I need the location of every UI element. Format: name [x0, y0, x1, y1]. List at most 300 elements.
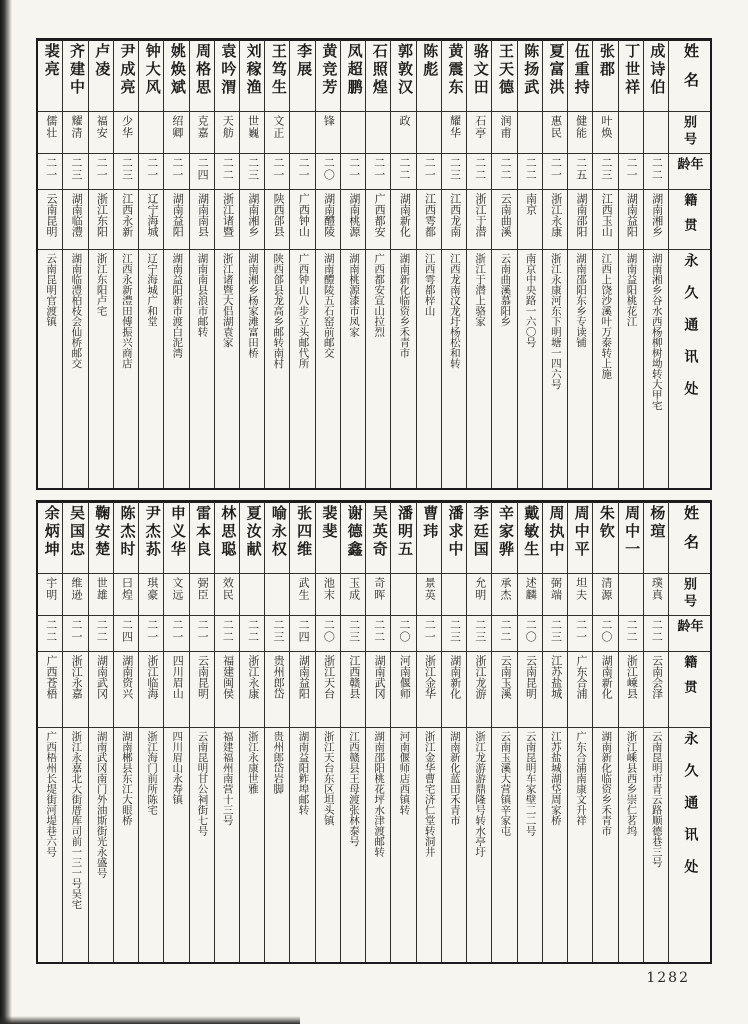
- alias-cell: [619, 112, 643, 154]
- name-cell-text: 丁世祥: [623, 43, 640, 97]
- native-cell: [417, 652, 441, 728]
- native-cell-text: 江西雩都: [423, 193, 436, 237]
- native-cell-text: 江西玉山: [600, 193, 613, 237]
- person-column: [416, 502, 441, 962]
- age-cell: [442, 154, 466, 190]
- alias-cell-text: 绍卿: [170, 115, 183, 139]
- alias-cell-text: 池末: [322, 577, 335, 601]
- name-cell: [164, 502, 188, 574]
- age-cell-text: 二一: [549, 157, 562, 181]
- person-column: [239, 502, 264, 962]
- person-column: [113, 40, 138, 488]
- alias-cell: [89, 574, 113, 616]
- name-cell-text: 喻永权: [269, 505, 286, 559]
- alias-cell: [644, 574, 668, 616]
- address-cell-text: 浙江东阳卢宅: [95, 253, 107, 316]
- name-cell-text: 辛家骅: [496, 505, 513, 559]
- address-cell-text: 湖南湘乡谷水西杨柳树坳转大甲宅: [650, 253, 662, 411]
- header-native-text: 籍贯: [682, 193, 698, 243]
- name-cell-text: 申义华: [168, 505, 185, 559]
- name-cell: [38, 502, 62, 574]
- address-cell: [568, 250, 592, 488]
- name-cell-text: 裴亮: [42, 43, 59, 79]
- age-cell: [63, 616, 87, 652]
- header-alias-text: 别号: [682, 577, 697, 611]
- age-cell-text: 二一: [196, 619, 209, 643]
- person-column: [441, 502, 466, 962]
- native-cell-text: 湖南湘乡: [246, 193, 259, 237]
- native-cell-text: 贵州郎岱: [272, 655, 285, 699]
- name-cell-text: 余炳坤: [42, 505, 59, 559]
- native-cell: [190, 190, 214, 250]
- address-cell-text: 湖南武冈南门外油斯街光永盛号: [95, 731, 107, 878]
- person-column: [466, 502, 491, 962]
- person-column: [416, 40, 441, 488]
- native-cell: [366, 652, 390, 728]
- age-cell: [190, 154, 214, 190]
- header-column: [668, 40, 710, 488]
- header-age: [669, 616, 710, 652]
- address-cell: [215, 728, 239, 962]
- alias-cell: [543, 574, 567, 616]
- age-cell-text: 二二: [473, 157, 486, 181]
- address-cell: [341, 250, 365, 488]
- alias-cell: [593, 112, 617, 154]
- person-column: [189, 40, 214, 488]
- alias-cell-text: 耀华: [448, 115, 461, 139]
- address-cell: [114, 250, 138, 488]
- age-cell-text: 二二: [524, 157, 537, 181]
- age-cell-text: 二一: [44, 157, 57, 181]
- age-cell: [644, 616, 668, 652]
- person-column: [214, 502, 239, 962]
- person-column: [315, 502, 340, 962]
- age-cell-text: 二三: [549, 619, 562, 643]
- age-cell-text: 二一: [347, 157, 360, 181]
- native-cell: [492, 652, 516, 728]
- name-cell-text: 王天德: [496, 43, 513, 97]
- native-cell: [316, 652, 340, 728]
- native-cell: [290, 652, 314, 728]
- address-cell: [316, 250, 340, 488]
- person-column: [138, 40, 163, 488]
- age-cell: [265, 154, 289, 190]
- address-cell-text: 广西都安宣山拉烈: [373, 253, 385, 337]
- native-cell: [391, 190, 415, 250]
- person-column: [289, 502, 314, 962]
- native-cell: [215, 190, 239, 250]
- name-cell: [265, 502, 289, 574]
- address-cell-text: 广西钟山八步立头邮代所: [297, 253, 309, 369]
- page-number: 1282: [646, 970, 690, 986]
- native-cell-text: 湖南武冈: [373, 655, 386, 699]
- alias-cell: [518, 574, 542, 616]
- name-cell-text: 伍重持: [572, 43, 589, 97]
- age-cell: [644, 154, 668, 190]
- native-cell: [568, 652, 592, 728]
- age-cell-text: 二〇: [322, 157, 335, 181]
- age-cell: [316, 154, 340, 190]
- alias-cell: [215, 112, 239, 154]
- native-cell-text: 四川眉山: [171, 655, 184, 699]
- name-cell-text: 王笃生: [269, 43, 286, 97]
- name-cell-text: 夏富洪: [547, 43, 564, 97]
- address-cell-text: 浙江金华曹宅济仁堂转洞井: [423, 731, 435, 857]
- header-age: [669, 154, 710, 190]
- age-cell: [290, 154, 314, 190]
- native-cell-text: 湖南醴陵: [322, 193, 335, 237]
- name-cell: [341, 502, 365, 574]
- native-cell-text: 浙江永嘉: [70, 655, 83, 699]
- age-cell: [215, 154, 239, 190]
- person-column: [163, 40, 188, 488]
- age-cell-text: 二一: [69, 619, 82, 643]
- person-column: [491, 502, 516, 962]
- alias-cell: [63, 574, 87, 616]
- person-column: [542, 502, 567, 962]
- address-cell-text: 江西永新澧田傅振兴商店: [120, 253, 132, 369]
- age-cell-text: 二一: [423, 157, 436, 181]
- age-cell: [593, 616, 617, 652]
- age-cell-text: 二〇: [322, 619, 335, 643]
- age-cell: [240, 154, 264, 190]
- scan-bottom-shadow: [0, 1016, 300, 1024]
- address-cell-text: 浙江天台东区坦头镇: [322, 731, 334, 826]
- age-cell: [417, 616, 441, 652]
- address-cell-text: 湖南新化临资乡禾青市: [600, 731, 612, 836]
- alias-cell: [63, 112, 87, 154]
- alias-cell: [366, 112, 390, 154]
- address-cell: [366, 250, 390, 488]
- person-column: [38, 40, 62, 488]
- alias-cell: [38, 574, 62, 616]
- address-cell-text: 福建福州南营十三号: [221, 731, 233, 826]
- age-cell-text: 二二: [498, 157, 511, 181]
- alias-cell: [492, 574, 516, 616]
- native-cell-text: 辽宁海城: [145, 193, 158, 237]
- native-cell: [341, 652, 365, 728]
- name-cell-text: 吴国忠: [67, 505, 84, 559]
- header-address: [669, 728, 710, 962]
- native-cell-text: 浙江诸暨: [221, 193, 234, 237]
- native-cell: [442, 652, 466, 728]
- native-cell-text: 广西苍梧: [45, 655, 58, 699]
- native-cell-text: 浙江天台: [322, 655, 335, 699]
- native-cell-text: 浙江临海: [145, 655, 158, 699]
- name-cell-text: 钟大风: [143, 43, 160, 97]
- age-cell-text: 二〇: [599, 619, 612, 643]
- alias-cell-text: 惠民: [549, 115, 562, 139]
- person-column: [365, 502, 390, 962]
- alias-cell: [240, 574, 264, 616]
- address-cell-text: 湖南新化蓝田禾青市: [448, 731, 460, 826]
- native-cell: [139, 190, 163, 250]
- address-cell-text: 贵州郎岱岩脚: [272, 731, 284, 794]
- age-cell: [139, 154, 163, 190]
- alias-cell: [316, 112, 340, 154]
- name-cell: [467, 40, 491, 112]
- address-cell-text: 云南玉溪大营镇辛家屯: [499, 731, 511, 836]
- native-cell: [215, 652, 239, 728]
- native-cell-text: 云南昆明: [196, 655, 209, 699]
- age-cell: [467, 616, 491, 652]
- native-cell: [114, 190, 138, 250]
- alias-cell: [442, 574, 466, 616]
- name-cell-text: 尹杰荪: [143, 505, 160, 559]
- person-column: [340, 502, 365, 962]
- native-cell: [265, 652, 289, 728]
- native-cell-text: 广西都安: [373, 193, 386, 237]
- alias-cell: [467, 574, 491, 616]
- name-cell: [290, 502, 314, 574]
- person-column: [239, 40, 264, 488]
- native-cell-text: 浙江永康: [549, 193, 562, 237]
- person-column: [643, 502, 668, 962]
- age-cell: [190, 616, 214, 652]
- age-cell-text: 二三: [69, 157, 82, 181]
- age-cell-text: 二一: [297, 157, 310, 181]
- alias-cell: [593, 574, 617, 616]
- person-column: [264, 502, 289, 962]
- name-cell: [316, 502, 340, 574]
- address-cell-text: 南京中央路一六〇号: [524, 253, 536, 348]
- person-column: [62, 40, 87, 488]
- native-cell-text: 江西永新: [120, 193, 133, 237]
- native-cell: [240, 652, 264, 728]
- name-cell: [89, 40, 113, 112]
- person-column: [517, 40, 542, 488]
- age-cell-text: 二四: [297, 619, 310, 643]
- address-cell: [593, 728, 617, 962]
- native-cell: [164, 190, 188, 250]
- person-column: [592, 502, 617, 962]
- person-column: [618, 40, 643, 488]
- name-cell: [543, 502, 567, 574]
- address-cell-text: 湖南湘乡杨家滩富田桥: [247, 253, 258, 358]
- address-cell-text: 浙江永康河东下明塘一四六号: [549, 253, 561, 390]
- name-cell-text: 谢德鑫: [345, 505, 362, 559]
- age-cell-text: 二三: [246, 157, 259, 181]
- person-column: [542, 40, 567, 488]
- address-cell-text: 辽宁海城广和堂: [146, 253, 158, 327]
- alias-cell: [190, 574, 214, 616]
- age-cell: [417, 154, 441, 190]
- native-cell: [518, 652, 542, 728]
- address-cell: [467, 728, 491, 962]
- age-cell-text: 二二: [650, 619, 663, 643]
- name-cell-text: 潘明五: [396, 505, 413, 559]
- name-cell: [38, 40, 62, 112]
- native-cell: [63, 652, 87, 728]
- name-cell: [391, 502, 415, 574]
- alias-cell: [492, 112, 516, 154]
- address-cell: [543, 728, 567, 962]
- age-cell: [164, 616, 188, 652]
- alias-cell: [290, 574, 314, 616]
- alias-cell: [568, 574, 592, 616]
- address-cell: [139, 250, 163, 488]
- native-cell: [467, 652, 491, 728]
- person-column: [390, 40, 415, 488]
- alias-cell: [215, 574, 239, 616]
- name-cell: [139, 40, 163, 112]
- address-cell-text: 湖南南县浪市邮转: [196, 253, 208, 337]
- age-cell: [240, 616, 264, 652]
- native-cell-text: 河南偃师: [398, 655, 411, 699]
- address-cell-text: 浙江永康世雅: [247, 731, 258, 794]
- address-cell-text: 浙江龙游游鼎隆号转水亭圩: [474, 731, 486, 857]
- native-cell: [290, 190, 314, 250]
- alias-cell: [38, 112, 62, 154]
- alias-cell: [190, 112, 214, 154]
- name-cell: [593, 502, 617, 574]
- person-column: [618, 502, 643, 962]
- address-cell: [341, 728, 365, 962]
- book-gutter-shadow: [0, 0, 12, 1024]
- age-cell-text: 二二: [625, 619, 638, 643]
- name-cell-text: 石照煌: [370, 43, 387, 97]
- address-cell: [190, 728, 214, 962]
- name-cell: [543, 40, 567, 112]
- name-cell-text: 朱钦: [597, 505, 614, 541]
- name-cell: [63, 40, 87, 112]
- age-cell: [316, 616, 340, 652]
- address-cell: [518, 250, 542, 488]
- name-cell-text: 戴敏生: [522, 505, 539, 559]
- alias-cell-text: 石亭: [473, 115, 486, 139]
- native-cell-text: 湖南武冈: [95, 655, 108, 699]
- alias-cell-text: 政: [398, 115, 411, 127]
- age-cell: [265, 616, 289, 652]
- address-cell: [190, 250, 214, 488]
- name-cell-text: 周中平: [572, 505, 589, 559]
- age-cell: [114, 154, 138, 190]
- name-cell-text: 杨瑄: [648, 505, 665, 541]
- age-cell: [139, 616, 163, 652]
- native-cell: [164, 652, 188, 728]
- address-cell: [290, 728, 314, 962]
- native-cell: [89, 652, 113, 728]
- address-cell-text: 广东合浦南康文升祥: [575, 731, 587, 826]
- name-cell: [417, 502, 441, 574]
- person-column: [88, 40, 113, 488]
- name-cell-text: 潘求中: [446, 505, 463, 559]
- header-age-text: 年龄: [675, 619, 704, 635]
- age-cell-text: 二二: [498, 619, 511, 643]
- address-cell-text: 湖南益阳新市渡白泥湾: [171, 253, 183, 358]
- header-address: [669, 250, 710, 488]
- native-cell: [240, 190, 264, 250]
- name-cell: [593, 40, 617, 112]
- age-cell-text: 二三: [448, 619, 461, 643]
- name-cell: [290, 40, 314, 112]
- name-cell-text: 李廷国: [471, 505, 488, 559]
- address-cell: [290, 250, 314, 488]
- address-cell-text: 广西梧州长堤街河堤巷六号: [45, 731, 57, 857]
- native-cell: [38, 652, 62, 728]
- alias-cell: [341, 112, 365, 154]
- address-cell: [518, 728, 542, 962]
- address-cell: [442, 250, 466, 488]
- person-column: [466, 40, 491, 488]
- native-cell-text: 江苏盐城: [549, 655, 562, 699]
- native-cell: [190, 652, 214, 728]
- name-cell: [240, 40, 264, 112]
- native-cell: [543, 652, 567, 728]
- native-cell: [341, 190, 365, 250]
- name-cell-text: 陈扬武: [522, 43, 539, 97]
- name-cell: [265, 40, 289, 112]
- native-cell-text: 湖南临澧: [70, 193, 83, 237]
- name-cell-text: 吴英奇: [370, 505, 387, 559]
- name-cell-text: 陈彪: [421, 43, 438, 79]
- person-column: [491, 40, 516, 488]
- address-cell-text: 江西上饶沙溪叶万泰转上施: [600, 253, 612, 379]
- address-cell: [316, 728, 340, 962]
- alias-cell-text: 琪豪: [145, 577, 158, 601]
- age-cell-text: 二三: [599, 157, 612, 181]
- address-cell: [63, 728, 87, 962]
- alias-cell: [341, 574, 365, 616]
- name-cell-text: 齐建中: [67, 43, 84, 97]
- alias-cell-text: 弼臣: [196, 577, 209, 601]
- name-cell: [391, 40, 415, 112]
- person-column: [88, 502, 113, 962]
- name-cell: [114, 502, 138, 574]
- address-cell: [38, 250, 62, 488]
- alias-cell: [139, 112, 163, 154]
- address-cell: [38, 728, 62, 962]
- header-name: [669, 502, 710, 574]
- native-cell-text: 浙江于潜: [474, 193, 487, 237]
- native-cell-text: 湖南邵阳: [574, 193, 587, 237]
- alias-cell-text: 承杰: [498, 577, 511, 601]
- alias-cell: [417, 112, 441, 154]
- alias-cell: [316, 574, 340, 616]
- header-alias: [669, 574, 710, 616]
- native-cell-text: 江西龙南: [448, 193, 461, 237]
- native-cell-text: 浙江金华: [423, 655, 436, 699]
- age-cell-text: 二四: [120, 619, 133, 643]
- name-cell: [492, 502, 516, 574]
- alias-cell: [89, 112, 113, 154]
- person-column: [441, 40, 466, 488]
- person-column: [340, 40, 365, 488]
- person-column: [315, 40, 340, 488]
- address-cell-text: 浙江嵊县西乡崇仁茗坞: [625, 731, 637, 836]
- age-cell: [543, 616, 567, 652]
- name-cell: [568, 40, 592, 112]
- name-cell-text: 周中一: [623, 505, 640, 559]
- address-cell: [593, 250, 617, 488]
- age-cell-text: 二一: [145, 157, 158, 181]
- age-cell-text: 二〇: [398, 619, 411, 643]
- age-cell-text: 二四: [196, 157, 209, 181]
- alias-cell-text: 天舫: [221, 115, 234, 139]
- name-cell-text: 凤超鹏: [345, 43, 362, 97]
- address-cell: [240, 250, 264, 488]
- address-cell-text: 浙江于潜上骆家: [474, 253, 486, 327]
- address-cell-text: 云南昆明车家壁二二号: [524, 731, 536, 836]
- address-cell-text: 浙江诸暨大侣湖袁家: [221, 253, 233, 348]
- age-cell: [518, 616, 542, 652]
- native-cell-text: 浙江龙游: [474, 655, 487, 699]
- name-cell-text: 李展: [295, 43, 312, 79]
- native-cell-text: 湖南资兴: [120, 655, 133, 699]
- age-cell-text: 二二: [221, 157, 234, 181]
- age-cell: [492, 154, 516, 190]
- age-cell-text: 二二: [650, 157, 663, 181]
